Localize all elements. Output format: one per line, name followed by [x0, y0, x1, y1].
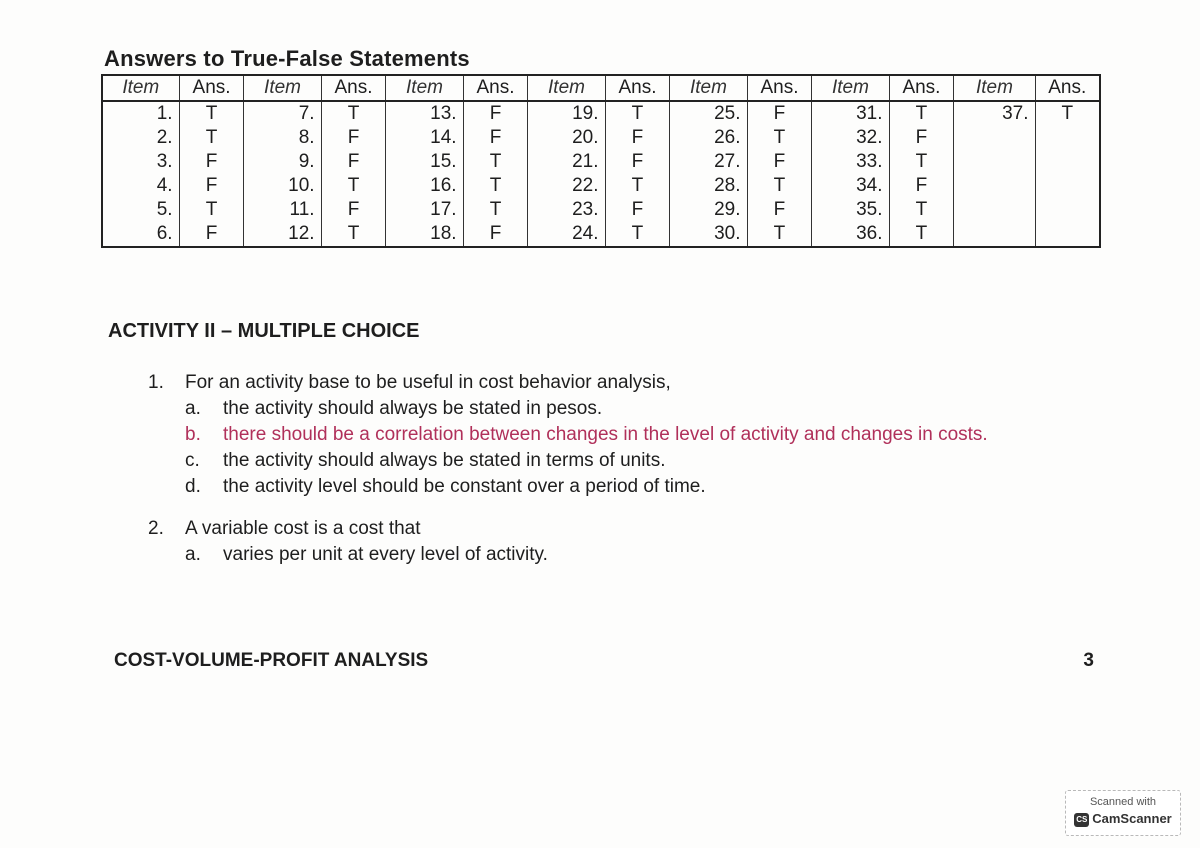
camscanner-logo-icon: CS	[1074, 813, 1089, 827]
answer-cell: F	[321, 150, 386, 174]
answer-cell: T	[889, 198, 954, 222]
option-c	[185, 448, 1108, 474]
table-row	[102, 222, 1100, 247]
table-row	[102, 198, 1100, 222]
item-number-cell: 14.	[386, 126, 463, 150]
item-number-cell: 16.	[386, 174, 463, 198]
item-number-cell: 29.	[670, 198, 747, 222]
item-number-cell: 30.	[670, 222, 747, 247]
answer-cell: T	[605, 101, 670, 126]
answer-cell: T	[179, 101, 244, 126]
answer-cell: T	[889, 222, 954, 247]
item-number-cell: 19.	[528, 101, 605, 126]
item-number-cell: 11.	[244, 198, 321, 222]
column-header-ans: Ans.	[179, 75, 244, 101]
watermark-caption: Scanned with	[1089, 796, 1157, 808]
table-body	[102, 101, 1100, 247]
item-number-cell	[954, 198, 1035, 222]
item-number-cell: 10.	[244, 174, 321, 198]
item-number-cell: 18.	[386, 222, 463, 247]
answer-cell: T	[179, 198, 244, 222]
item-number-cell: 34.	[812, 174, 889, 198]
item-number-cell: 24.	[528, 222, 605, 247]
answer-cell	[1035, 126, 1100, 150]
answer-cell: F	[605, 126, 670, 150]
item-number-cell: 15.	[386, 150, 463, 174]
column-header-item: Item	[954, 75, 1035, 101]
question-stem: A variable cost is a cost that	[185, 518, 421, 539]
column-header-ans: Ans.	[321, 75, 386, 101]
item-number-cell: 7.	[244, 101, 321, 126]
answer-cell: F	[605, 150, 670, 174]
item-number-cell: 4.	[102, 174, 179, 198]
option-b-correct-answer	[185, 422, 1108, 448]
item-number-cell: 1.	[102, 101, 179, 126]
answer-cell: T	[463, 150, 528, 174]
watermark-brand-name: CamScanner	[1092, 811, 1172, 826]
option-d	[185, 474, 1108, 500]
question-2	[148, 516, 1108, 568]
answer-cell	[1035, 150, 1100, 174]
answer-cell: F	[179, 222, 244, 247]
footer-chapter-title: COST-VOLUME-PROFIT ANALYSIS	[114, 650, 429, 671]
column-header-ans: Ans.	[747, 75, 812, 101]
answer-cell	[1035, 222, 1100, 247]
answer-cell	[1035, 198, 1100, 222]
item-number-cell: 32.	[812, 126, 889, 150]
question-1	[148, 370, 1108, 500]
answer-cell: T	[889, 150, 954, 174]
item-number-cell: 9.	[244, 150, 321, 174]
item-number-cell: 2.	[102, 126, 179, 150]
answer-cell: T	[605, 174, 670, 198]
item-number-cell: 37.	[954, 101, 1035, 126]
item-number-cell: 5.	[102, 198, 179, 222]
answer-cell: T	[321, 101, 386, 126]
item-number-cell: 33.	[812, 150, 889, 174]
item-number-cell: 8.	[244, 126, 321, 150]
item-number-cell: 27.	[670, 150, 747, 174]
column-header-ans: Ans.	[605, 75, 670, 101]
true-false-title: Answers to True-False Statements	[104, 46, 470, 71]
item-number-cell: 28.	[670, 174, 747, 198]
item-number-cell: 25.	[670, 101, 747, 126]
column-header-ans: Ans.	[1035, 75, 1100, 101]
watermark-brand	[1066, 811, 1180, 827]
column-header-ans: Ans.	[463, 75, 528, 101]
column-header-item: Item	[386, 75, 463, 101]
answer-cell: T	[747, 126, 812, 150]
option-letter: a.	[185, 398, 201, 419]
option-letter: a.	[185, 544, 201, 565]
answer-cell: T	[179, 126, 244, 150]
item-number-cell: 21.	[528, 150, 605, 174]
answer-cell: F	[747, 198, 812, 222]
option-letter: d.	[185, 476, 201, 497]
answer-cell: F	[179, 174, 244, 198]
answer-cell: T	[321, 222, 386, 247]
answer-cell: F	[889, 174, 954, 198]
item-number-cell: 17.	[386, 198, 463, 222]
answer-cell: F	[463, 101, 528, 126]
table-row	[102, 101, 1100, 126]
option-text: there should be a correlation between changes in the level of activity and changes in costs.	[223, 424, 988, 445]
item-number-cell	[954, 150, 1035, 174]
option-a	[185, 396, 1108, 422]
question-number: 1.	[148, 372, 164, 393]
option-text: the activity level should be constant over a period of time.	[223, 476, 706, 497]
answer-cell: T	[1035, 101, 1100, 126]
column-header-item: Item	[244, 75, 321, 101]
answer-cell: F	[889, 126, 954, 150]
answer-cell: T	[321, 174, 386, 198]
answer-cell: T	[747, 174, 812, 198]
answer-cell: F	[321, 198, 386, 222]
column-header-item: Item	[102, 75, 179, 101]
item-number-cell: 20.	[528, 126, 605, 150]
answer-cell: T	[463, 198, 528, 222]
answer-cell: T	[605, 222, 670, 247]
table-row	[102, 174, 1100, 198]
option-text: varies per unit at every level of activity.	[223, 544, 548, 565]
answer-cell	[1035, 174, 1100, 198]
table-row	[102, 150, 1100, 174]
item-number-cell	[954, 174, 1035, 198]
answer-cell: F	[179, 150, 244, 174]
question-number: 2.	[148, 518, 164, 539]
answer-cell: T	[463, 174, 528, 198]
column-header-item: Item	[812, 75, 889, 101]
answer-cell: F	[747, 150, 812, 174]
option-text: the activity should always be stated in pesos.	[223, 398, 603, 419]
answer-cell: F	[463, 222, 528, 247]
answer-cell: T	[889, 101, 954, 126]
item-number-cell	[954, 222, 1035, 247]
item-number-cell: 22.	[528, 174, 605, 198]
option-a	[185, 542, 1108, 568]
activity-title: ACTIVITY II – MULTIPLE CHOICE	[108, 320, 420, 342]
column-header-ans: Ans.	[889, 75, 954, 101]
item-number-cell: 31.	[812, 101, 889, 126]
item-number-cell: 13.	[386, 101, 463, 126]
option-letter: b.	[185, 424, 201, 445]
answer-cell: F	[463, 126, 528, 150]
page-number: 3	[1083, 650, 1094, 671]
item-number-cell: 36.	[812, 222, 889, 247]
camscanner-watermark	[1065, 790, 1181, 836]
option-text: the activity should always be stated in terms of units.	[223, 450, 666, 471]
item-number-cell: 23.	[528, 198, 605, 222]
option-letter: c.	[185, 450, 200, 471]
question-stem: For an activity base to be useful in cost behavior analysis,	[185, 372, 671, 393]
item-number-cell: 6.	[102, 222, 179, 247]
answer-cell: F	[321, 126, 386, 150]
answer-cell: F	[605, 198, 670, 222]
item-number-cell: 12.	[244, 222, 321, 247]
column-header-item: Item	[528, 75, 605, 101]
item-number-cell	[954, 126, 1035, 150]
item-number-cell: 26.	[670, 126, 747, 150]
table-row	[102, 126, 1100, 150]
table-header-row	[102, 75, 1100, 101]
item-number-cell: 3.	[102, 150, 179, 174]
question-list	[148, 370, 1108, 584]
answer-cell: F	[747, 101, 812, 126]
answer-cell: T	[747, 222, 812, 247]
column-header-item: Item	[670, 75, 747, 101]
true-false-answer-table	[101, 74, 1101, 248]
item-number-cell: 35.	[812, 198, 889, 222]
